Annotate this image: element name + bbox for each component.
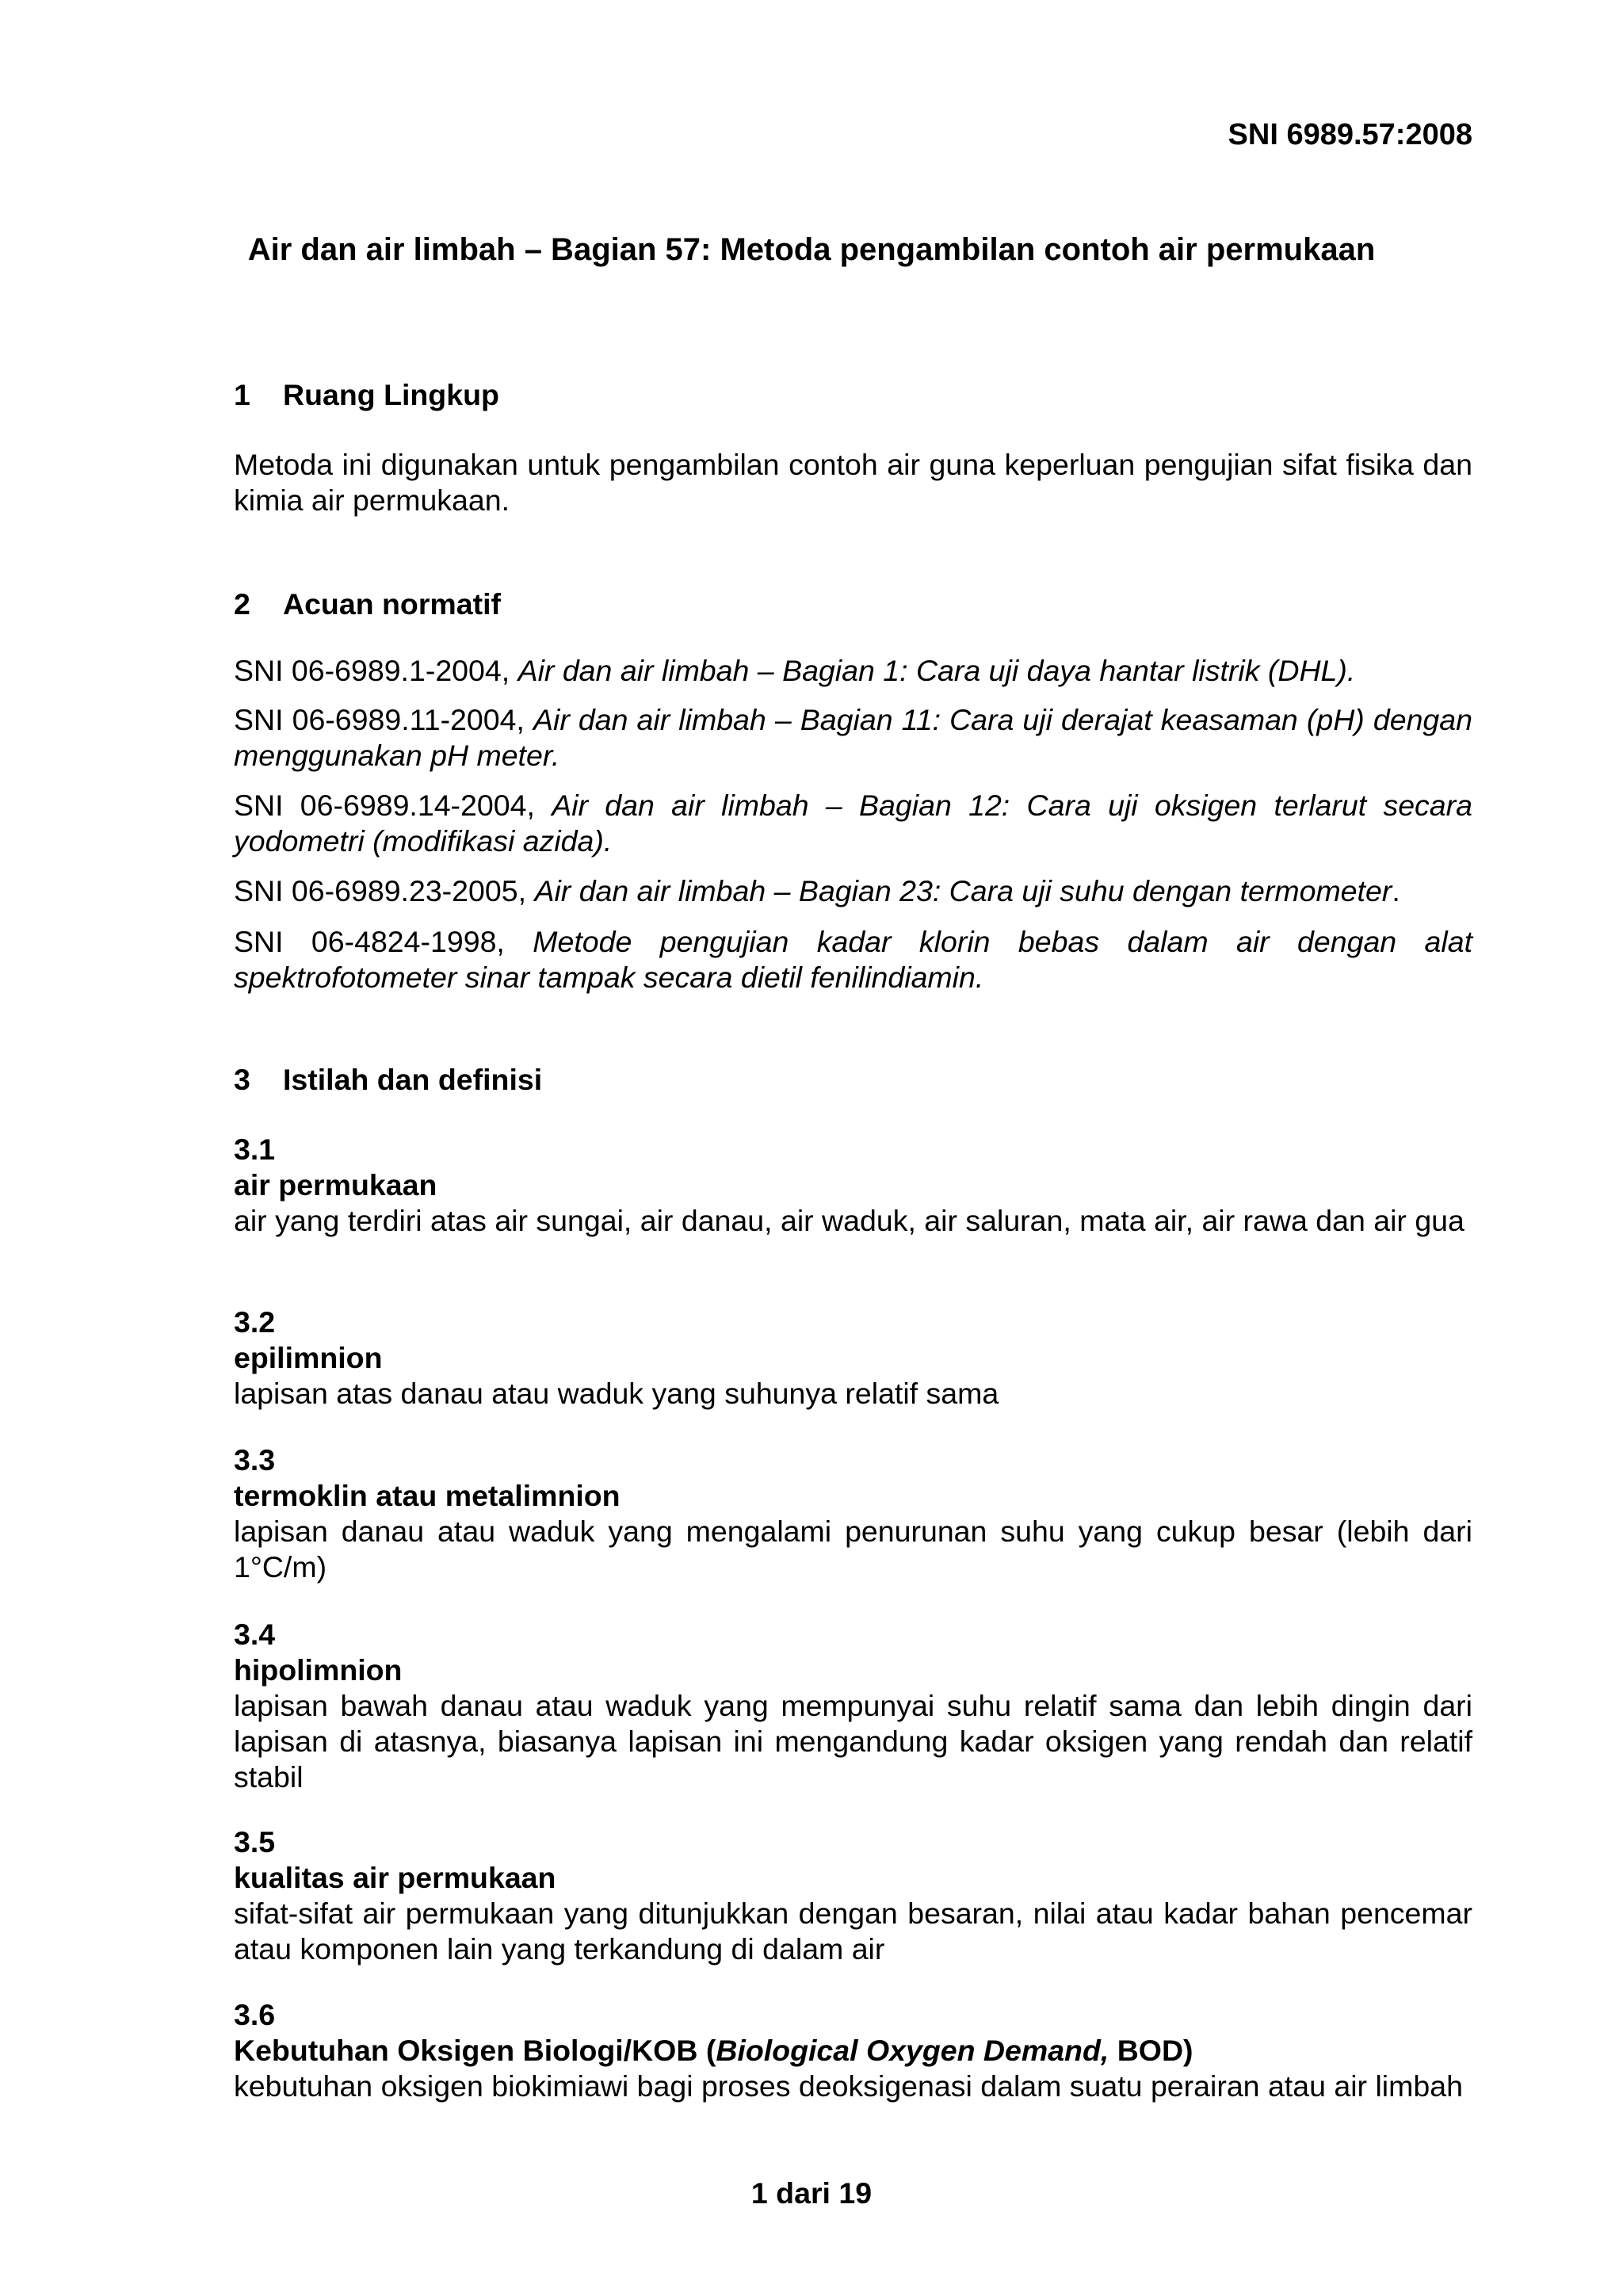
section-1-body: Metoda ini digunakan untuk pengambilan contoh air guna keperluan pengujian sifat fisika dan kimia air permukaan.: [234, 448, 1472, 517]
reference-item: [234, 653, 1472, 689]
document-title: Air dan air limbah – Bagian 57: Metoda pengambilan contoh air permukaan: [247, 232, 1376, 267]
reference-title: Metode pengujian kadar klorin bebas dalam air dengan alat spektrofotometer sinar tampak secara dietil fenilindiamin.: [234, 925, 1472, 994]
term-definition: lapisan atas danau atau waduk yang suhunya relatif sama: [234, 1377, 999, 1410]
term-name: hipolimnion: [234, 1653, 403, 1687]
term-name-part: Kebutuhan Oksigen Biologi/KOB (: [234, 2034, 716, 2067]
section-3-heading: [234, 1062, 542, 1098]
reference-code: SNI 06-6989.11-2004,: [234, 703, 533, 736]
reference-title: Air dan air limbah – Bagian 23: Cara uji suhu dengan termometer: [534, 874, 1392, 907]
term-number: 3.3: [234, 1443, 276, 1477]
term-definition: kebutuhan oksigen biokimiawi bagi proses deoksigenasi dalam suatu perairan atau air limbah: [234, 2069, 1463, 2103]
term-number: 3.4: [234, 1618, 276, 1651]
reference-title: Air dan air limbah – Bagian 12: Cara uji oksigen terlarut secara yodometri (modifikasi azida).: [234, 789, 1473, 858]
reference-item: [234, 924, 1472, 995]
reference-item: [234, 702, 1472, 774]
reference-tail: .: [1392, 874, 1400, 907]
section-number: 1: [234, 378, 250, 411]
reference-title: Air dan air limbah – Bagian 1: Cara uji daya hantar listrik (DHL).: [517, 654, 1356, 687]
reference-code: SNI 06-4824-1998,: [234, 925, 533, 958]
term-definition: sifat-sifat air permukaan yang ditunjukkan dengan besaran, nilai atau kadar bahan pencemar atau komponen lain yang terkandung di dalam air: [234, 1897, 1472, 1966]
section-1-heading: [234, 377, 499, 413]
term-name: air permukaan: [234, 1168, 437, 1201]
reference-item: [234, 788, 1472, 859]
definition-entry: [234, 1305, 1472, 1412]
term-number: 3.2: [234, 1305, 276, 1339]
section-2-heading: [234, 586, 501, 622]
term-name-italic: Biological Oxygen Demand,: [716, 2034, 1109, 2067]
reference-code: SNI 06-6989.23-2005,: [234, 874, 535, 907]
section-title: Ruang Lingkup: [283, 378, 499, 411]
term-name: termoklin atau metalimnion: [234, 1479, 621, 1512]
reference-item: [234, 873, 1472, 909]
definition-entry: [234, 1617, 1472, 1795]
term-definition: lapisan bawah danau atau waduk yang mempunyai suhu relatif sama dan lebih dingin dari lapisan di atasnya, biasanya lapisan ini mengandung kadar oksigen yang rendah dan relatif stabil: [234, 1689, 1472, 1794]
term-definition: lapisan danau atau waduk yang mengalami penurunan suhu yang cukup besar (lebih dari 1°C/m): [234, 1515, 1472, 1584]
term-name: kualitas air permukaan: [234, 1861, 556, 1894]
definition-entry: [234, 1442, 1472, 1585]
definition-entry: [234, 1132, 1472, 1239]
term-number: 3.6: [234, 1998, 276, 2031]
definition-entry: [234, 1824, 1472, 1967]
section-number: 2: [234, 587, 250, 621]
reference-title: Air dan air limbah – Bagian 11: Cara uji derajat keasaman (pH) dengan menggunakan pH meter.: [234, 703, 1472, 772]
section-number: 3: [234, 1063, 250, 1096]
reference-code: SNI 06-6989.14-2004,: [234, 789, 552, 822]
term-definition: air yang terdiri atas air sungai, air danau, air waduk, air saluran, mata air, air rawa dan air gua: [234, 1204, 1465, 1237]
term-number: 3.1: [234, 1133, 276, 1166]
term-name-part: BOD): [1109, 2034, 1193, 2067]
section-title: Istilah dan definisi: [283, 1063, 543, 1096]
page-number: 1 dari 19: [750, 2176, 873, 2210]
section-title: Acuan normatif: [283, 587, 502, 621]
term-name: epilimnion: [234, 1341, 383, 1374]
term-number: 3.5: [234, 1825, 276, 1859]
definition-entry: [234, 1997, 1472, 2104]
reference-code: SNI 06-6989.1-2004,: [234, 654, 518, 687]
term-name: [234, 2033, 1472, 2069]
standard-code: SNI 6989.57:2008: [1228, 118, 1472, 151]
